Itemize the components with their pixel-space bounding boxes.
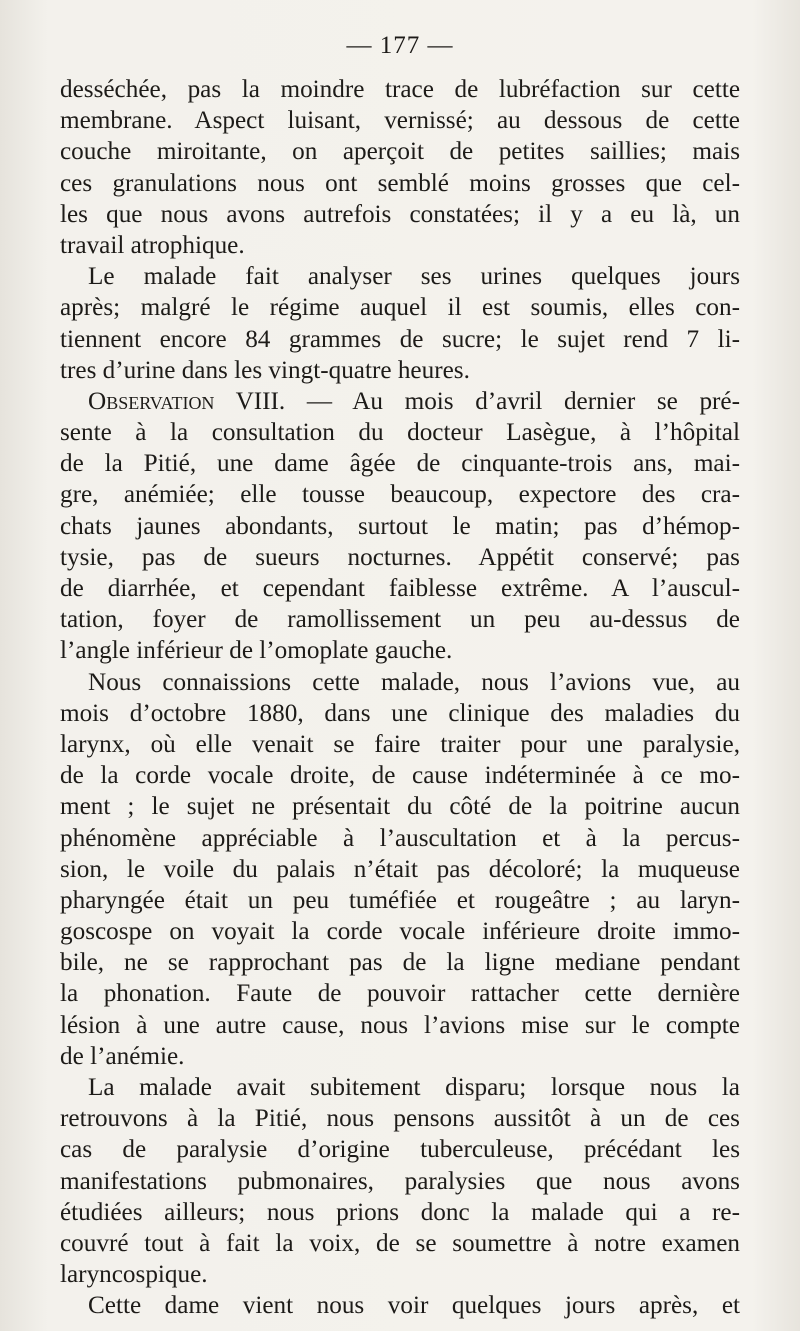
text-line: La malade avait subitement disparu; lorsque nous la <box>88 1074 740 1101</box>
text-line: travail atrophique. <box>60 231 245 259</box>
observation-heading: Observation <box>88 387 215 415</box>
text-line: laryncospique. <box>60 1261 208 1289</box>
text-line: gre, anémiée; elle tousse beaucoup, expectore des cra- <box>60 481 740 509</box>
text-line: couche miroitante, on aperçoit de petites saillies; mais <box>60 138 740 166</box>
text-line: après; malgré le régime auquel il est soumis, elles con- <box>60 294 740 322</box>
text-line: retrouvons à la Pitié, nous pensons aussitôt à un de ces <box>60 1105 740 1133</box>
text-line: la phonation. Faute de pouvoir rattacher cette dernière <box>60 980 740 1008</box>
text-line: larynx, où elle venait se faire traiter pour une paralysie, <box>60 730 740 758</box>
page-number: — 177 — <box>346 32 454 59</box>
text-line: les que nous avons autrefois constatées; il y a eu là, un <box>60 200 740 228</box>
paragraph <box>60 261 740 386</box>
text-line: desséchée, pas la moindre trace de lubréfaction sur cette <box>60 76 740 103</box>
text-line: tysie, pas de sueurs nocturnes. Appétit conservé; pas <box>60 543 740 571</box>
paragraph <box>60 667 740 1072</box>
text-line: couvré tout à fait la voix, de se soumettre à notre examen <box>60 1229 740 1257</box>
text-line: Le malade fait analyser ses urines quelques jours <box>88 263 740 291</box>
body-text <box>60 74 740 1322</box>
text-line: manifestations pubmonaires, paralysies que nous avons <box>60 1167 740 1195</box>
text-line: sion, le voile du palais n’était pas décoloré; la muqueuse <box>60 855 740 883</box>
text-line: pharyngée était un peu tuméfiée et rougeâtre ; au laryn- <box>60 886 740 914</box>
text-line: ment ; le sujet ne présentait du côté de la poitrine aucun <box>60 793 740 821</box>
text-line: de la corde vocale droite, de cause indéterminée à ce mo- <box>60 762 740 790</box>
text-line: membrane. Aspect luisant, vernissé; au dessous de cette <box>60 107 740 135</box>
text-line: tation, foyer de ramollissement un peu au-dessus de <box>60 606 740 634</box>
paragraph <box>60 386 740 667</box>
text-line-rest: VIII. — Au mois d’avril dernier se pré- <box>214 387 740 415</box>
text-line: l’angle inférieur de l’omoplate gauche. <box>60 637 453 665</box>
text-line: cas de paralysie d’origine tuberculeuse, précédant les <box>60 1136 740 1164</box>
paragraph <box>60 1072 740 1290</box>
text-line: de diarrhée, et cependant faiblesse extrême. A l’auscul- <box>60 575 740 602</box>
text-line: tres d’urine dans les vingt-quatre heures. <box>60 356 470 384</box>
text-line: tiennent encore 84 grammes de sucre; le sujet rend 7 li- <box>60 325 740 353</box>
text-line: Nous connaissions cette malade, nous l’avions vue, au <box>88 668 740 696</box>
text-line: ces granulations nous ont semblé moins grosses que cel- <box>60 169 740 197</box>
paragraph <box>60 74 740 261</box>
paragraph <box>60 1290 740 1321</box>
text-line: phénomène appréciable à l’auscultation et à la percus- <box>60 824 740 852</box>
text-line: de la Pitié, une dame âgée de cinquante-trois ans, mai- <box>60 450 740 478</box>
text-line: sente à la consultation du docteur Lasègue, à l’hôpital <box>60 419 740 447</box>
text-line: chats jaunes abondants, surtout le matin; pas d’hémop- <box>60 512 740 540</box>
text-line: bile, ne se rapprochant pas de la ligne mediane pendant <box>60 949 740 977</box>
text-line: mois d’octobre 1880, dans une clinique des maladies du <box>60 699 740 727</box>
text-line: goscospe on voyait la corde vocale inférieure droite immo- <box>60 918 740 946</box>
text-line: de l’anémie. <box>60 1042 185 1070</box>
text-line: Cette dame vient nous voir quelques jours après, et <box>88 1292 740 1320</box>
text-line: lésion à une autre cause, nous l’avions mise sur le compte <box>60 1011 740 1039</box>
text-line <box>60 386 740 417</box>
text-line: étudiées ailleurs; nous prions donc la malade qui a re- <box>60 1198 740 1226</box>
